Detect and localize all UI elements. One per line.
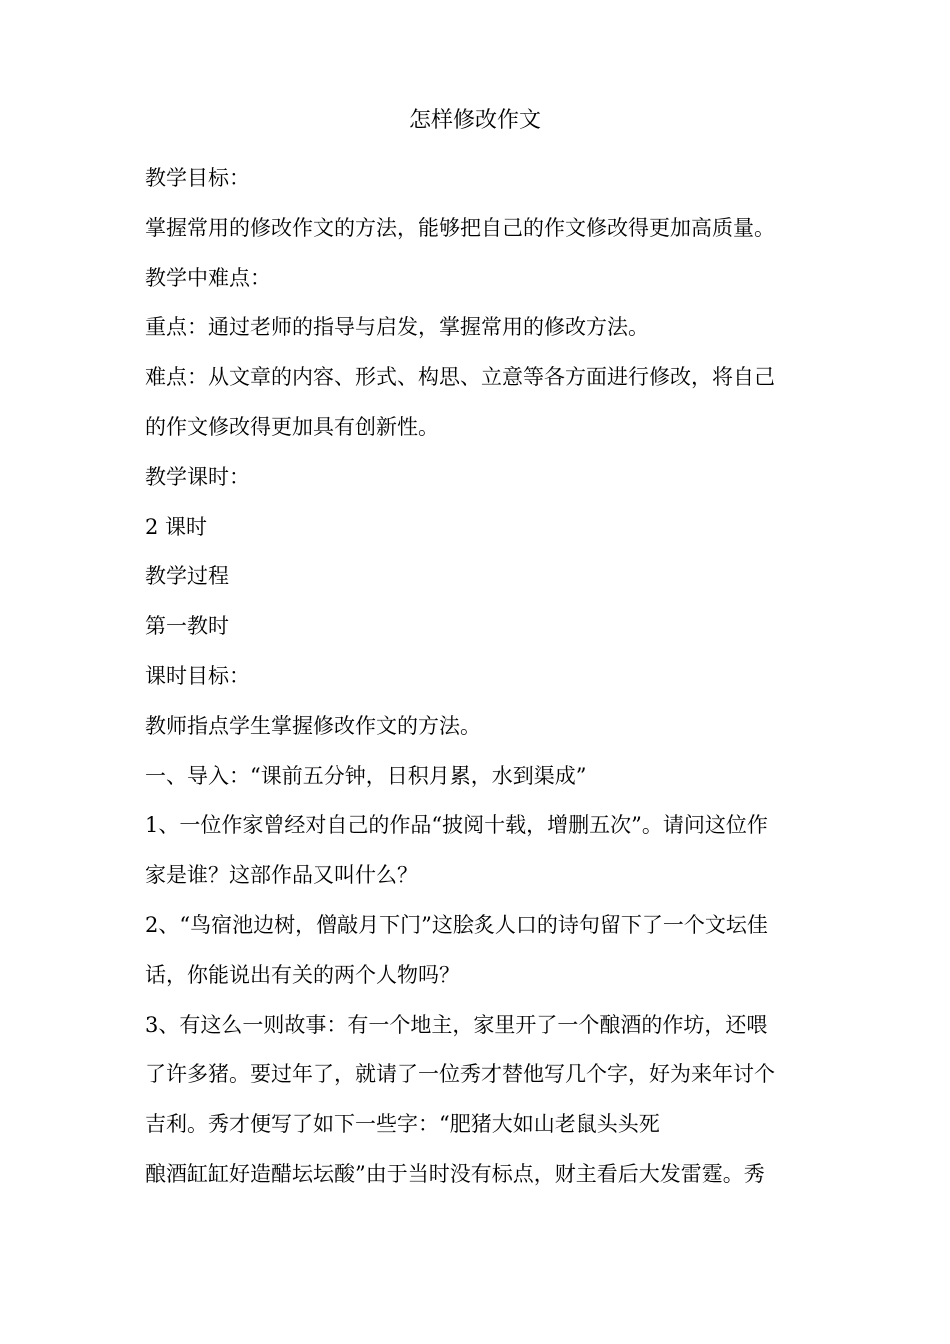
document-title: 怎样修改作文 [408, 108, 541, 133]
list-item: 1、一位作家曾经对自己的作品“披阅十载，增删五次”。请问这位作 [145, 813, 768, 838]
list-item-continuation: 了许多猪。要过年了，就请了一位秀才替他写几个字，好为来年讨个 [145, 1062, 775, 1087]
section-heading-key-difficult-points: 教学中难点： [145, 265, 271, 290]
list-item-continuation: 家是谁？这部作品又叫什么？ [145, 863, 418, 888]
section-heading-period-goal: 课时目标： [145, 663, 250, 688]
section-heading-teaching-process: 教学过程 [145, 564, 229, 589]
list-item-continuation: 吉利。秀才便写了如下一些字：“肥猪大如山老鼠头头死 [145, 1112, 660, 1137]
paragraph: 教师指点学生掌握修改作文的方法。 [145, 713, 481, 738]
list-item-continuation: 话，你能说出有关的两个人物吗？ [145, 962, 460, 987]
paragraph: 重点：通过老师的指导与启发，掌握常用的修改方法。 [145, 315, 649, 340]
list-item: 2、“鸟宿池边树，僧敲月下门”这脍炙人口的诗句留下了一个文坛佳 [145, 912, 768, 937]
list-item-continuation: 酿酒缸缸好造醋坛坛酸”由于当时没有标点，财主看后大发雷霆。秀 [145, 1161, 765, 1186]
paragraph: 2 课时 [145, 514, 208, 539]
paragraph: 一、导入：“课前五分钟，日积月累，水到渠成” [145, 763, 587, 788]
paragraph: 掌握常用的修改作文的方法，能够把自己的作文修改得更加高质量。 [145, 215, 775, 240]
paragraph: 难点：从文章的内容、形式、构思、立意等各方面进行修改，将自己 [145, 365, 775, 390]
paragraph: 的作文修改得更加具有创新性。 [145, 414, 439, 439]
document-body [145, 154, 825, 1200]
section-heading-first-period: 第一教时 [145, 614, 229, 639]
section-heading-class-hours: 教学课时： [145, 464, 250, 489]
list-item: 3、有这么一则故事：有一个地主，家里开了一个酿酒的作坊，还喂 [145, 1012, 768, 1037]
section-heading-teaching-goals: 教学目标： [145, 166, 250, 190]
